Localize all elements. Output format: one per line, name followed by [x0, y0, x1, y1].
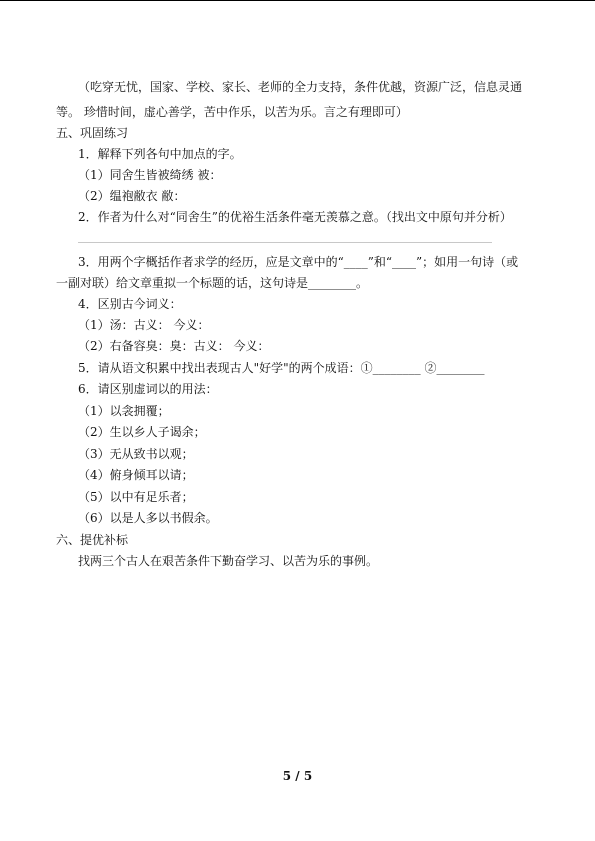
- question-1: 1．解释下列各句中加点的字。: [78, 147, 242, 161]
- question-6: 6．请区别虚词以的用法：: [78, 382, 218, 396]
- page-number: 5 / 5: [282, 769, 313, 783]
- section-heading-consolidation: 五、巩固练习: [56, 126, 129, 140]
- question-6-item-6: （6）以是人多以书假余。: [78, 511, 218, 525]
- question-6-item-2: （2）生以乡人子谒余；: [78, 425, 206, 439]
- question-3-line-1: 3．用两个字概括作者求学的经历，应是文章中的“____”和“____”；如用一句诗（或: [78, 255, 519, 269]
- question-1-item-2: （2）缊袍敝衣 敝：: [78, 189, 186, 203]
- question-4-item-1: （1）汤：古义： 今义：: [78, 318, 210, 332]
- section-heading-enrichment: 六、提优补标: [56, 533, 129, 547]
- answer-blank-line: [78, 242, 492, 243]
- question-6-item-3: （3）无从致书以观；: [78, 447, 194, 461]
- page-top-border: [0, 0, 595, 1]
- question-4-item-2: （2）右备容臭：臭：古义： 今义：: [78, 339, 270, 353]
- answer-line-2: 等。 珍惜时间，虚心善学，苦中作乐，以苦为乐。言之有理即可）: [56, 105, 408, 119]
- question-1-item-1: （1）同舍生皆被绮绣 被：: [78, 168, 222, 182]
- question-2: 2．作者为什么对“同舍生”的优裕生活条件毫无羡慕之意。（找出文中原句并分析）: [78, 210, 512, 224]
- question-5: 5．请从语文积累中找出表现古人"好学"的两个成语：①________ ②________: [78, 361, 485, 375]
- question-6-item-1: （1）以衾拥覆；: [78, 404, 170, 418]
- enrichment-task: 找两三个古人在艰苦条件下勤奋学习、以苦为乐的事例。: [78, 554, 379, 568]
- question-6-item-5: （5）以中有足乐者；: [78, 490, 194, 504]
- question-4: 4．区别古今词义：: [78, 297, 182, 311]
- answer-line-1: （吃穿无忧，国家、学校、家长、老师的全力支持，条件优越，资源广泛，信息灵通: [78, 80, 523, 94]
- question-6-item-4: （4）俯身倾耳以请；: [78, 468, 194, 482]
- question-3-line-2: 一副对联）给文章重拟一个标题的话，这句诗是________。: [56, 276, 369, 290]
